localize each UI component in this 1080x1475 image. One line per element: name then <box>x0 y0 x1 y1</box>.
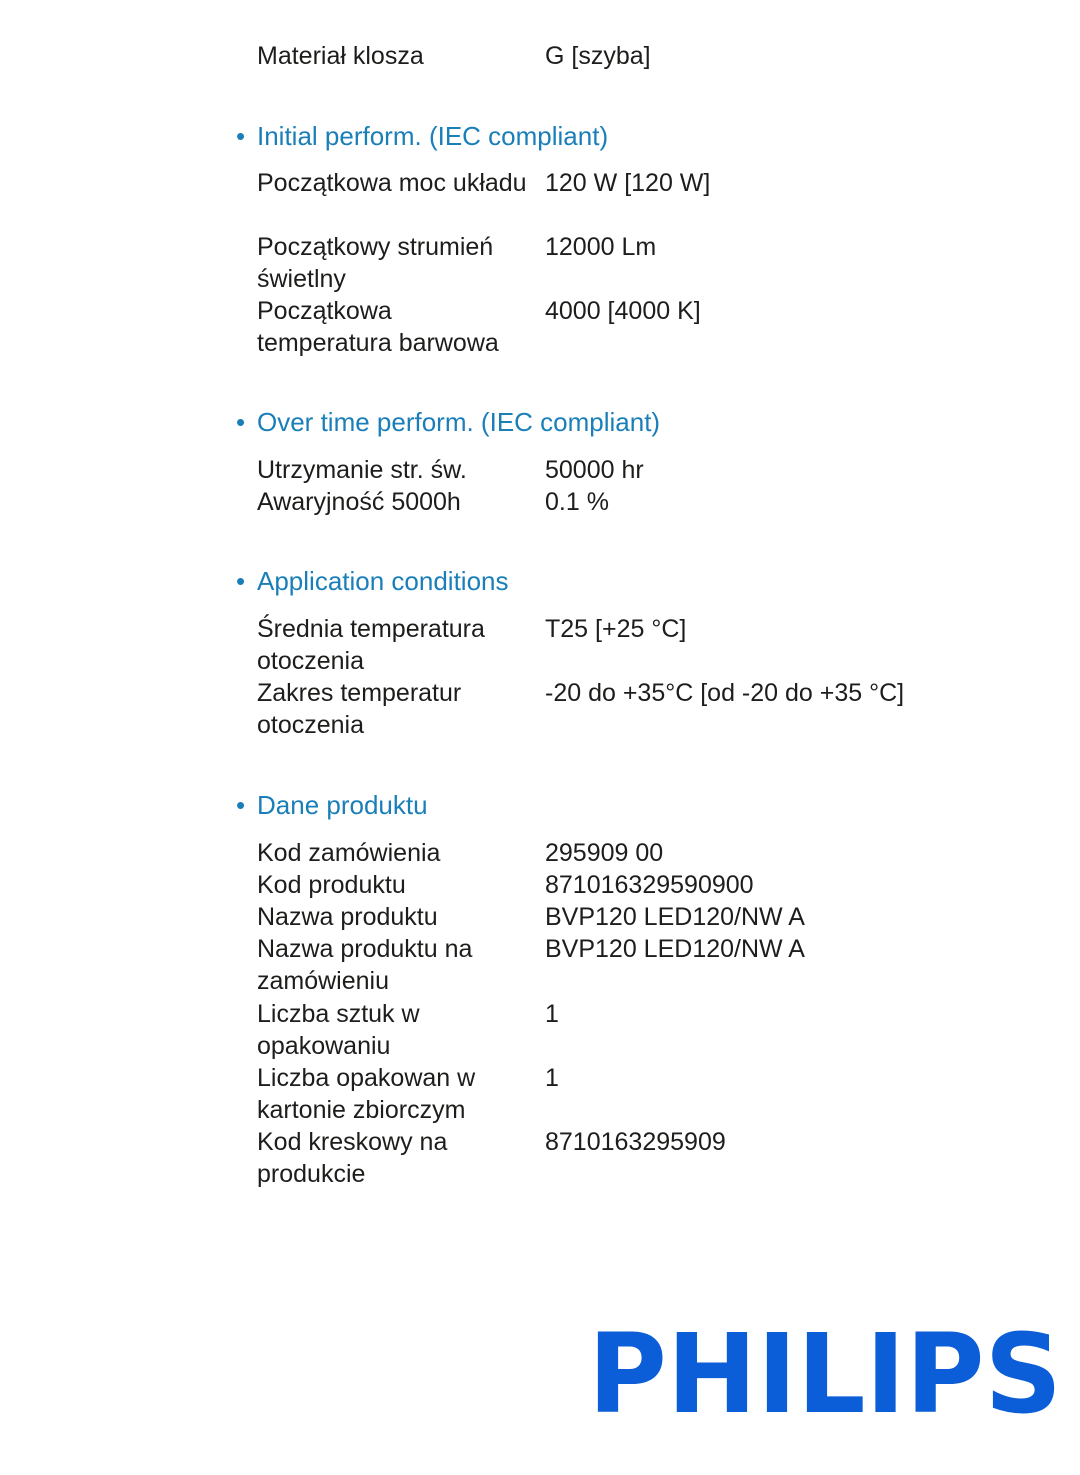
section-title: Dane produktu <box>257 790 428 820</box>
spec-label: Awaryjność 5000h <box>257 488 461 516</box>
section-heading-product <box>236 789 428 821</box>
section-title: Over time perform. (IEC compliant) <box>257 407 661 437</box>
spec-label: Początkowy strumień świetlny <box>257 233 494 293</box>
spec-label: Nazwa produktu <box>257 903 438 931</box>
spec-label: Zakres temperatur otoczenia <box>257 679 462 739</box>
spec-value: G [szyba] <box>545 42 651 70</box>
spec-label: Materiał klosza <box>257 42 424 70</box>
spec-label: Utrzymanie str. św. <box>257 456 467 484</box>
spec-value: 12000 Lm <box>545 233 657 261</box>
bullet: • <box>236 566 246 596</box>
spec-value: 8710163295909 <box>545 1128 726 1156</box>
spec-value: 871016329590900 <box>545 871 754 899</box>
spec-value: 0.1 % <box>545 488 609 516</box>
spec-label: Kod kreskowy na produkcie <box>257 1128 448 1188</box>
bullet: • <box>236 407 246 437</box>
logo-text: PHILIPS <box>588 1326 1062 1416</box>
spec-value: 295909 00 <box>545 839 664 867</box>
spec-value: BVP120 LED120/NW A <box>545 935 805 963</box>
bullet: • <box>236 790 246 820</box>
section-heading-overtime <box>236 406 660 438</box>
spec-label: Nazwa produktu na zamówieniu <box>257 935 473 995</box>
philips-wordmark <box>586 1326 1064 1416</box>
section-heading-application <box>236 565 509 597</box>
section-title: Application conditions <box>257 566 509 596</box>
spec-value: 4000 [4000 K] <box>545 297 701 325</box>
philips-logo <box>586 1326 1064 1416</box>
spec-value: 1 <box>545 1064 559 1092</box>
spec-label: Liczba sztuk w opakowaniu <box>257 1000 420 1060</box>
spec-value: 50000 hr <box>545 456 644 484</box>
spec-value: BVP120 LED120/NW A <box>545 903 805 931</box>
bullet: • <box>236 121 246 151</box>
spec-label: Kod produktu <box>257 871 406 899</box>
spec-label: Liczba opakowan w kartonie zbiorczym <box>257 1064 476 1124</box>
spec-label: Początkowa moc układu <box>257 169 527 197</box>
spec-label: Średnia temperatura otoczenia <box>257 615 485 675</box>
spec-value: 1 <box>545 1000 559 1028</box>
section-heading-initial <box>236 120 608 152</box>
spec-value: T25 [+25 °C] <box>545 615 687 643</box>
spec-value: 120 W [120 W] <box>545 169 711 197</box>
spec-value: -20 do +35°C [od -20 do +35 °C] <box>545 679 905 707</box>
spec-label: Kod zamówienia <box>257 839 441 867</box>
section-title: Initial perform. (IEC compliant) <box>257 121 609 151</box>
spec-label: Początkowa temperatura barwowa <box>257 297 499 357</box>
